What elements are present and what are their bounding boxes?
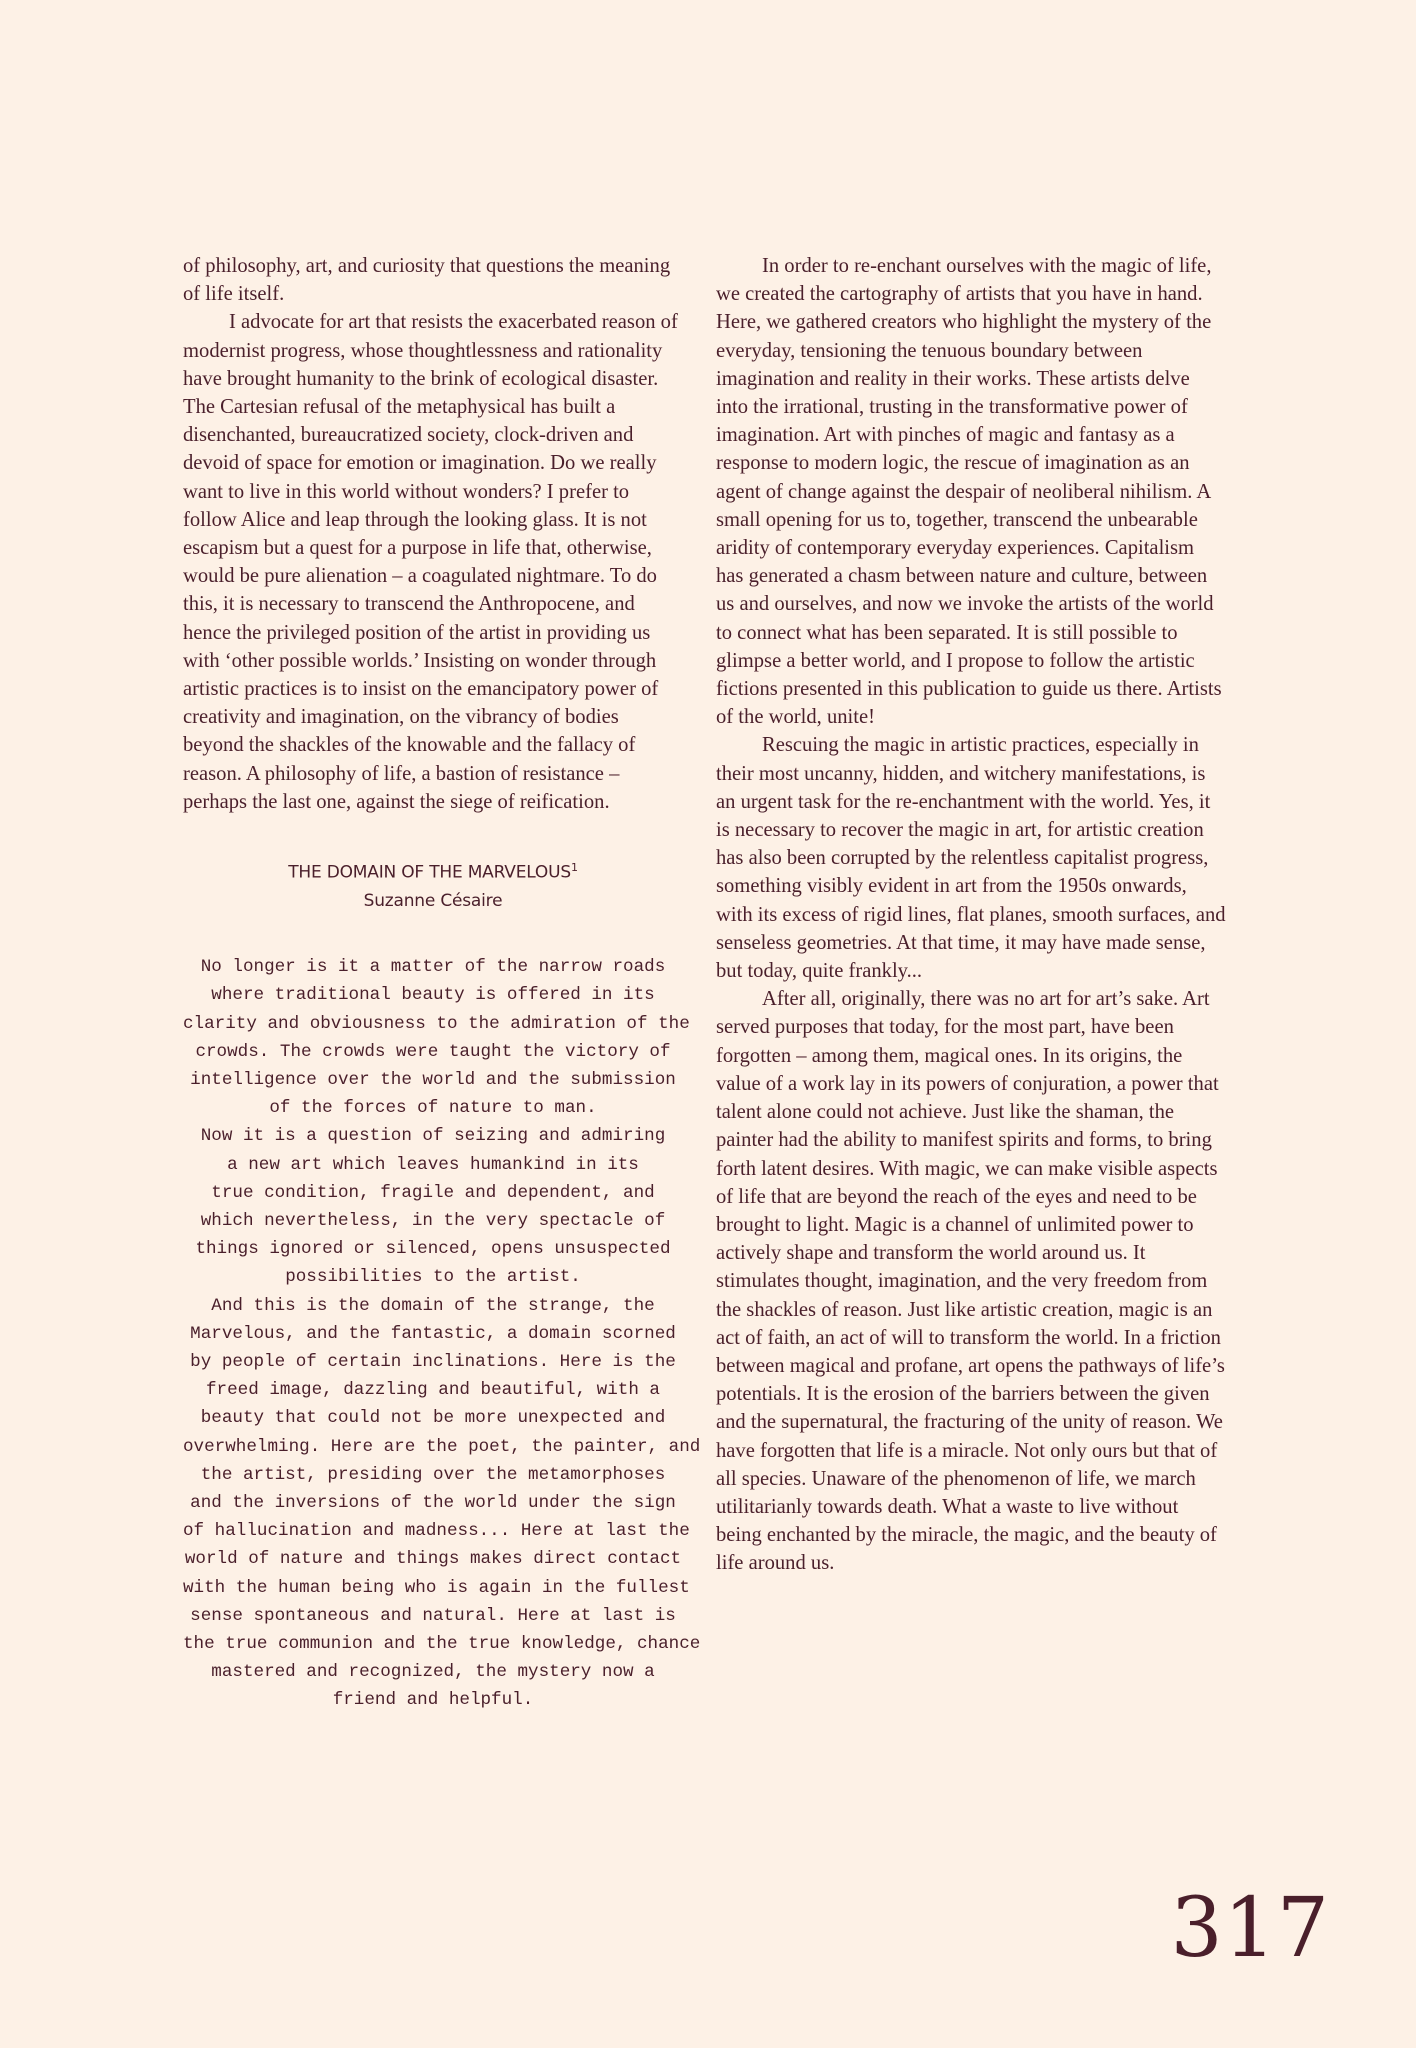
- poem-line: of hallucination and madness... Here at last the: [183, 1521, 690, 1542]
- poem-line: beauty that could not be more unexpected and: [200, 1408, 666, 1429]
- poem-line: friend and helpful.: [332, 1690, 534, 1711]
- poem-line: overwhelming. Here are the poet, the painter, and: [183, 1436, 701, 1457]
- poem-lines: [183, 953, 701, 1714]
- paragraph: In order to re-enchant ourselves with the magic of life, we created the cartography of artists that you have in hand. Here, we gathered creators who highlight the mystery of the everyday, tensioning the tenuous boundary between imagination and reality in their works. These artists delve into the irrational, trusting in the transformative power of imagination. Art with pinches of magic and fantasy as a response to modern logic, the rescue of imagination as an agent of change against the despair of neoliberal nihilism. A small opening for us to, together, transcend the unbearable aridity of contemporary everyday experiences. Capitalism has generated a chasm between nature and culture, between us and ourselves, and now we invoke the artists of the world to connect what has been separated. It is still possible to glimpse a better world, and I propose to follow the artistic fictions presented in this publication to guide us there. Artists of the world, unite!: [716, 255, 1222, 729]
- poem-line: and the inversions of the world under the sign: [190, 1492, 676, 1513]
- poem-line: things ignored or silenced, opens unsuspected: [195, 1239, 671, 1260]
- poem-line: of the forces of nature to man.: [269, 1098, 597, 1119]
- poem-line: a new art which leaves humankind in its: [227, 1154, 639, 1175]
- poem-line: sense spontaneous and natural. Here at last is: [190, 1605, 676, 1626]
- left-column: [183, 252, 701, 1715]
- poem-line: which nevertheless, in the very spectacle of: [200, 1210, 666, 1231]
- poem-line: world of nature and things makes direct contact: [184, 1549, 682, 1570]
- poem-line: the true communion and the true knowledge, chance: [183, 1634, 701, 1654]
- poem-line: crowds. The crowds were taught the victory of: [195, 1041, 671, 1062]
- poem-line: Marvelous, and the fantastic, a domain scorned: [190, 1323, 676, 1344]
- poem-title-text: THE DOMAIN OF THE MARVELOUS: [288, 862, 571, 883]
- page-number: 317: [1170, 1881, 1330, 1976]
- poem-line: true condition, fragile and dependent, and: [211, 1182, 655, 1203]
- poem-title: [183, 854, 683, 887]
- poem-line: by people of certain inclinations. Here is the: [190, 1351, 676, 1372]
- poem-line: intelligence over the world and the submission: [190, 1069, 676, 1090]
- poem-line: clarity and obviousness to the admiration of the: [183, 1013, 690, 1034]
- poem-line: where traditional beauty is offered in its: [211, 985, 655, 1006]
- paragraph: After all, originally, there was no art for art’s sake. Art served purposes that today, for the most part, have been forgotten – among them, magical ones. In its origins, the value of a work lay in its powers of conjuration, a power that talent alone could not achieve. Just like the shaman, the painter had the ability to manifest spirits and forms, to bring forth latent desires. With magic, we can make visible aspects of life that are beyond the reach of the eyes and need to be brought to light. Magic is a channel of unlimited power to actively shape and transform the world around us. It stimulates thought, imagination, and the very freedom from the shackles of reason. Just like artistic creation, magic is an act of faith, an act of will to transform the world. In a friction between magical and profane, art opens the pathways of life’s potentials. It is the erosion of the barriers between the given and the supernatural, the fracturing of the unity of reason. We have forgotten that life is a miracle. Not only ours but that of all species. Unaware of the phenomenon of life, we march utilitarianly towards death. What a waste to live without being enchanted by the miracle, the magic, and the beauty of life around us.: [716, 988, 1225, 1575]
- footnote-marker: 1: [570, 861, 578, 875]
- poem-line: And this is the domain of the strange, the: [211, 1295, 655, 1316]
- paragraph: I advocate for art that resists the exacerbated reason of modernist progress, whose thoughtlessness and rationality have brought humanity to the brink of ecological disaster. The Cartesian refusal of the metaphysical has built a disenchanted, bureaucratized society, clock-driven and devoid of space for emotion or imagination. Do we really want to live in this world without wonders? I prefer to follow Alice and leap through the looking glass. It is not escapism but a quest for a purpose in life that, otherwise, would be pure alienation – a coagulated nightmare. To do this, it is necessary to transcend the Anthropocene, and hence the privileged position of the artist in providing us with ‘other possible worlds.’ Insisting on wonder through artistic practices is to insist on the emancipatory power of creativity and imagination, on the vibrancy of bodies beyond the shackles of the knowable and the fallacy of reason. A philosophy of life, a bastion of resistance – perhaps the last one, against the siege of reification.: [183, 311, 678, 813]
- right-column: [716, 252, 1226, 1578]
- paragraph: Rescuing the magic in artistic practices, especially in their most uncanny, hidden, and witchery manifestations, is an urgent task for the re-enchantment with the world. Yes, it is necessary to recover the magic in art, for artistic creation has also been corrupted by the relentless capitalist progress, something visibly evident in art from the 1950s onwards, with its excess of rigid lines, flat planes, smooth surfaces, and senseless geometries. At that time, it may have made sense, but today, quite frankly...: [716, 734, 1226, 983]
- poem-block: [183, 854, 701, 1715]
- poem-line: possibilities to the artist.: [285, 1267, 581, 1288]
- poem-author: Suzanne Césaire: [363, 890, 503, 911]
- poem-line: the artist, presiding over the metamorphoses: [200, 1464, 666, 1485]
- poem-line: No longer is it a matter of the narrow roads: [200, 957, 666, 978]
- poem-line: mastered and recognized, the mystery now a: [211, 1662, 655, 1683]
- poem-line: Now it is a question of seizing and admiring: [200, 1126, 666, 1147]
- poem-line: with the human being who is again in the fullest: [183, 1577, 690, 1598]
- poem-line: freed image, dazzling and beautiful, with a: [206, 1380, 660, 1401]
- paragraph: of philosophy, art, and curiosity that questions the meaning of life itself.: [183, 255, 671, 306]
